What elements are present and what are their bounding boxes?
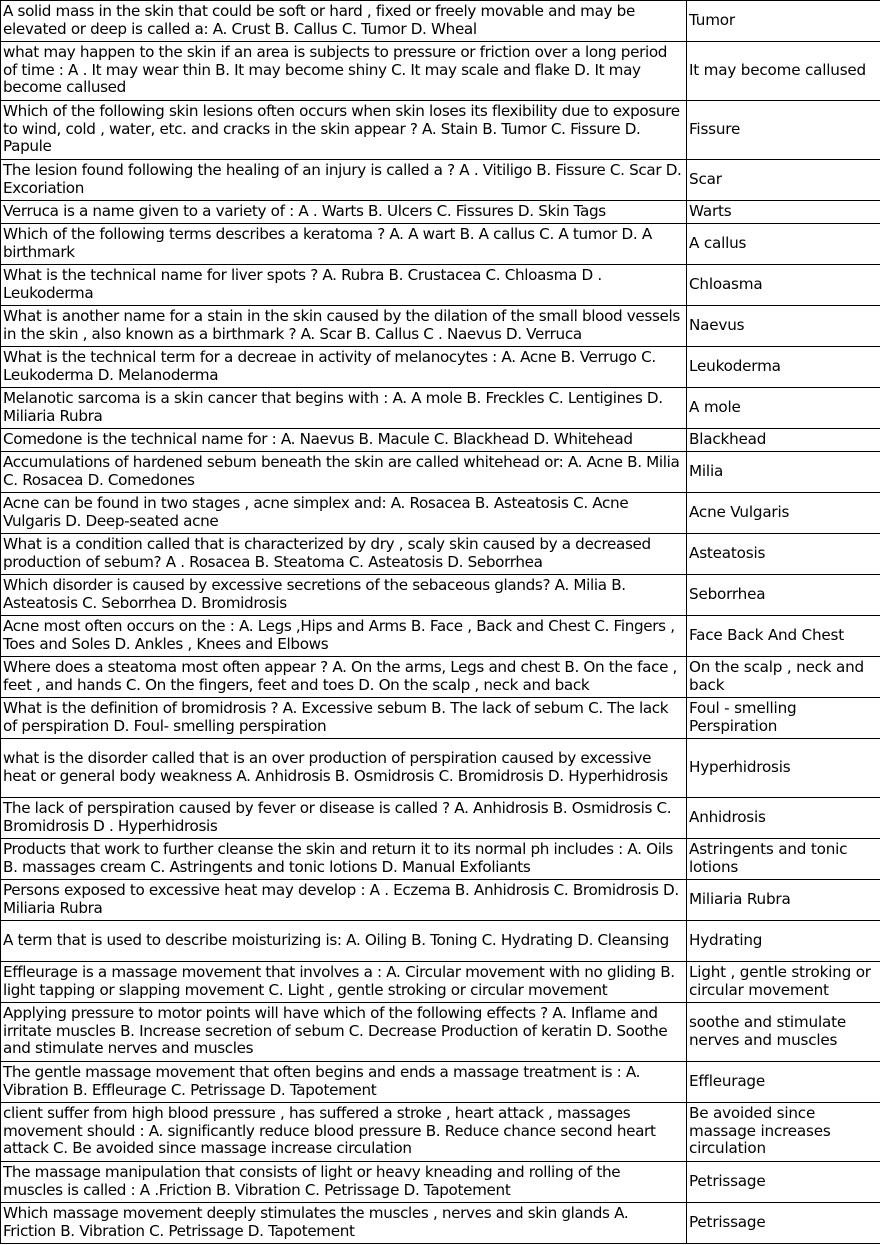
question-cell: Applying pressure to motor points will have which of the following effects ? A. Inflame and irritate muscles B. Increase secretion of sebum C. Decrease Production of keratin D. Soothe and stimulate nerves and muscles xyxy=(1,1003,687,1062)
flashcard-row xyxy=(1,657,880,698)
answer-cell: Blackhead xyxy=(687,429,880,452)
flashcard-row xyxy=(1,798,880,839)
question-cell: what may happen to the skin if an area is subjects to pressure or friction over a long period of time : A . It may wear thin B. It may become shiny C. It may scale and flake D. It may become callused xyxy=(1,42,687,101)
question-cell: A term that is used to describe moisturizing is: A. Oiling B. Toning C. Hydrating D. Cleansing xyxy=(1,921,687,962)
question-cell: What is a condition called that is characterized by dry , scaly skin caused by a decreased production of sebum? A . Rosacea B. Steatoma C. Asteatosis D. Seborrhea xyxy=(1,534,687,575)
question-cell: Which of the following terms describes a keratoma ? A. A wart B. A callus C. A tumor D. A birthmark xyxy=(1,224,687,265)
flashcard-row xyxy=(1,347,880,388)
flashcard-row xyxy=(1,224,880,265)
flashcard-row xyxy=(1,452,880,493)
question-cell: Accumulations of hardened sebum beneath the skin are called whitehead or: A. Acne B. Milia C. Rosacea D. Comedones xyxy=(1,452,687,493)
flashcard-row xyxy=(1,616,880,657)
flashcard-row xyxy=(1,1003,880,1062)
flashcard-row xyxy=(1,493,880,534)
flashcard-row xyxy=(1,839,880,880)
flashcard-row xyxy=(1,962,880,1003)
flashcard-row xyxy=(1,698,880,739)
question-cell: Effleurage is a massage movement that involves a : A. Circular movement with no gliding B. light tapping or slapping movement C. Light , gentle stroking or circular movement xyxy=(1,962,687,1003)
question-cell: Which massage movement deeply stimulates the muscles , nerves and skin glands A. Friction B. Vibration C. Petrissage D. Tapotement xyxy=(1,1203,687,1244)
answer-cell: Foul - smelling Perspiration xyxy=(687,698,880,739)
flashcard-row xyxy=(1,42,880,101)
flashcard-row xyxy=(1,1103,880,1162)
answer-cell: Tumor xyxy=(687,1,880,42)
question-cell: what is the disorder called that is an over production of perspiration caused by excessive heat or general body weakness A. Anhidrosis B. Osmidrosis C. Bromidrosis D. Hyperhidrosis xyxy=(1,739,687,798)
answer-cell: soothe and stimulate nerves and muscles xyxy=(687,1003,880,1062)
question-cell: What is another name for a stain in the skin caused by the dilation of the small blood vessels in the skin , also known as a birthmark ? A. Scar B. Callus C . Naevus D. Verruca xyxy=(1,306,687,347)
answer-cell: On the scalp , neck and back xyxy=(687,657,880,698)
flashcard-row xyxy=(1,921,880,962)
answer-cell: Miliaria Rubra xyxy=(687,880,880,921)
question-cell: Products that work to further cleanse the skin and return it to its normal ph includes : A. Oils B. massages cream C. Astringents and tonic lotions D. Manual Exfoliants xyxy=(1,839,687,880)
flashcard-row xyxy=(1,388,880,429)
answer-cell: Petrissage xyxy=(687,1162,880,1203)
answer-cell: Acne Vulgaris xyxy=(687,493,880,534)
answer-cell: Naevus xyxy=(687,306,880,347)
question-cell: What is the technical term for a decreae in activity of melanocytes : A. Acne B. Verrugo C. Leukoderma D. Melanoderma xyxy=(1,347,687,388)
answer-cell: Asteatosis xyxy=(687,534,880,575)
flashcard-row xyxy=(1,575,880,616)
answer-cell: Fissure xyxy=(687,101,880,160)
flashcard-row xyxy=(1,160,880,201)
flashcard-row xyxy=(1,201,880,224)
question-cell: What is the technical name for liver spots ? A. Rubra B. Crustacea C. Chloasma D . Leukoderma xyxy=(1,265,687,306)
flashcard-row xyxy=(1,429,880,452)
question-cell: A solid mass in the skin that could be soft or hard , fixed or freely movable and may be elevated or deep is called a: A. Crust B. Callus C. Tumor D. Wheal xyxy=(1,1,687,42)
answer-cell: A callus xyxy=(687,224,880,265)
flashcard-row xyxy=(1,101,880,160)
question-cell: Verruca is a name given to a variety of : A . Warts B. Ulcers C. Fissures D. Skin Tags xyxy=(1,201,687,224)
answer-cell: Chloasma xyxy=(687,265,880,306)
flashcard-row xyxy=(1,1062,880,1103)
answer-cell: A mole xyxy=(687,388,880,429)
flashcard-row xyxy=(1,1162,880,1203)
flashcard-rows xyxy=(1,1,880,1244)
question-cell: The lack of perspiration caused by fever or disease is called ? A. Anhidrosis B. Osmidrosis C. Bromidrosis D . Hyperhidrosis xyxy=(1,798,687,839)
answer-cell: It may become callused xyxy=(687,42,880,101)
question-cell: Acne can be found in two stages , acne simplex and: A. Rosacea B. Asteatosis C. Acne Vulgaris D. Deep-seated acne xyxy=(1,493,687,534)
flashcard-row xyxy=(1,739,880,798)
question-cell: Comedone is the technical name for : A. Naevus B. Macule C. Blackhead D. Whitehead xyxy=(1,429,687,452)
answer-cell: Petrissage xyxy=(687,1203,880,1244)
question-cell: The massage manipulation that consists of light or heavy kneading and rolling of the muscles is called : A .Friction B. Vibration C. Petrissage D. Tapotement xyxy=(1,1162,687,1203)
question-cell: client suffer from high blood pressure , has suffered a stroke , heart attack , massages movement should : A. significantly reduce blood pressure B. Reduce chance second heart attack C. Be avoided since massage increase circulation xyxy=(1,1103,687,1162)
question-cell: What is the definition of bromidrosis ? A. Excessive sebum B. The lack of sebum C. The lack of perspiration D. Foul- smelling perspiration xyxy=(1,698,687,739)
flashcard-row xyxy=(1,306,880,347)
answer-cell: Light , gentle stroking or circular movement xyxy=(687,962,880,1003)
answer-cell: Be avoided since massage increases circulation xyxy=(687,1103,880,1162)
flashcard-row xyxy=(1,880,880,921)
question-cell: Melanotic sarcoma is a skin cancer that begins with : A. A mole B. Freckles C. Lentigines D. Miliaria Rubra xyxy=(1,388,687,429)
answer-cell: Astringents and tonic lotions xyxy=(687,839,880,880)
answer-cell: Anhidrosis xyxy=(687,798,880,839)
flashcard-row xyxy=(1,1203,880,1244)
answer-cell: Milia xyxy=(687,452,880,493)
answer-cell: Warts xyxy=(687,201,880,224)
question-cell: Which disorder is caused by excessive secretions of the sebaceous glands? A. Milia B. Asteatosis C. Seborrhea D. Bromidrosis xyxy=(1,575,687,616)
question-cell: Acne most often occurs on the : A. Legs ,Hips and Arms B. Face , Back and Chest C. Fingers , Toes and Soles D. Ankles , Knees and Elbows xyxy=(1,616,687,657)
answer-cell: Face Back And Chest xyxy=(687,616,880,657)
question-cell: Persons exposed to excessive heat may develop : A . Eczema B. Anhidrosis C. Bromidrosis D. Miliaria Rubra xyxy=(1,880,687,921)
answer-cell: Hyperhidrosis xyxy=(687,739,880,798)
question-cell: The gentle massage movement that often begins and ends a massage treatment is : A. Vibration B. Effleurage C. Petrissage D. Tapotement xyxy=(1,1062,687,1103)
answer-cell: Leukoderma xyxy=(687,347,880,388)
flashcard-row xyxy=(1,534,880,575)
question-cell: The lesion found following the healing of an injury is called a ? A . Vitiligo B. Fissure C. Scar D. Excoriation xyxy=(1,160,687,201)
answer-cell: Hydrating xyxy=(687,921,880,962)
question-cell: Which of the following skin lesions often occurs when skin loses its flexibility due to exposure to wind, cold , water, etc. and cracks in the skin appear ? A. Stain B. Tumor C. Fissure D. Papule xyxy=(1,101,687,160)
answer-cell: Effleurage xyxy=(687,1062,880,1103)
answer-cell: Seborrhea xyxy=(687,575,880,616)
flashcard-row xyxy=(1,1,880,42)
flashcard-row xyxy=(1,265,880,306)
question-cell: Where does a steatoma most often appear ? A. On the arms, Legs and chest B. On the face , feet , and hands C. On the fingers, feet and toes D. On the scalp , neck and back xyxy=(1,657,687,698)
answer-cell: Scar xyxy=(687,160,880,201)
